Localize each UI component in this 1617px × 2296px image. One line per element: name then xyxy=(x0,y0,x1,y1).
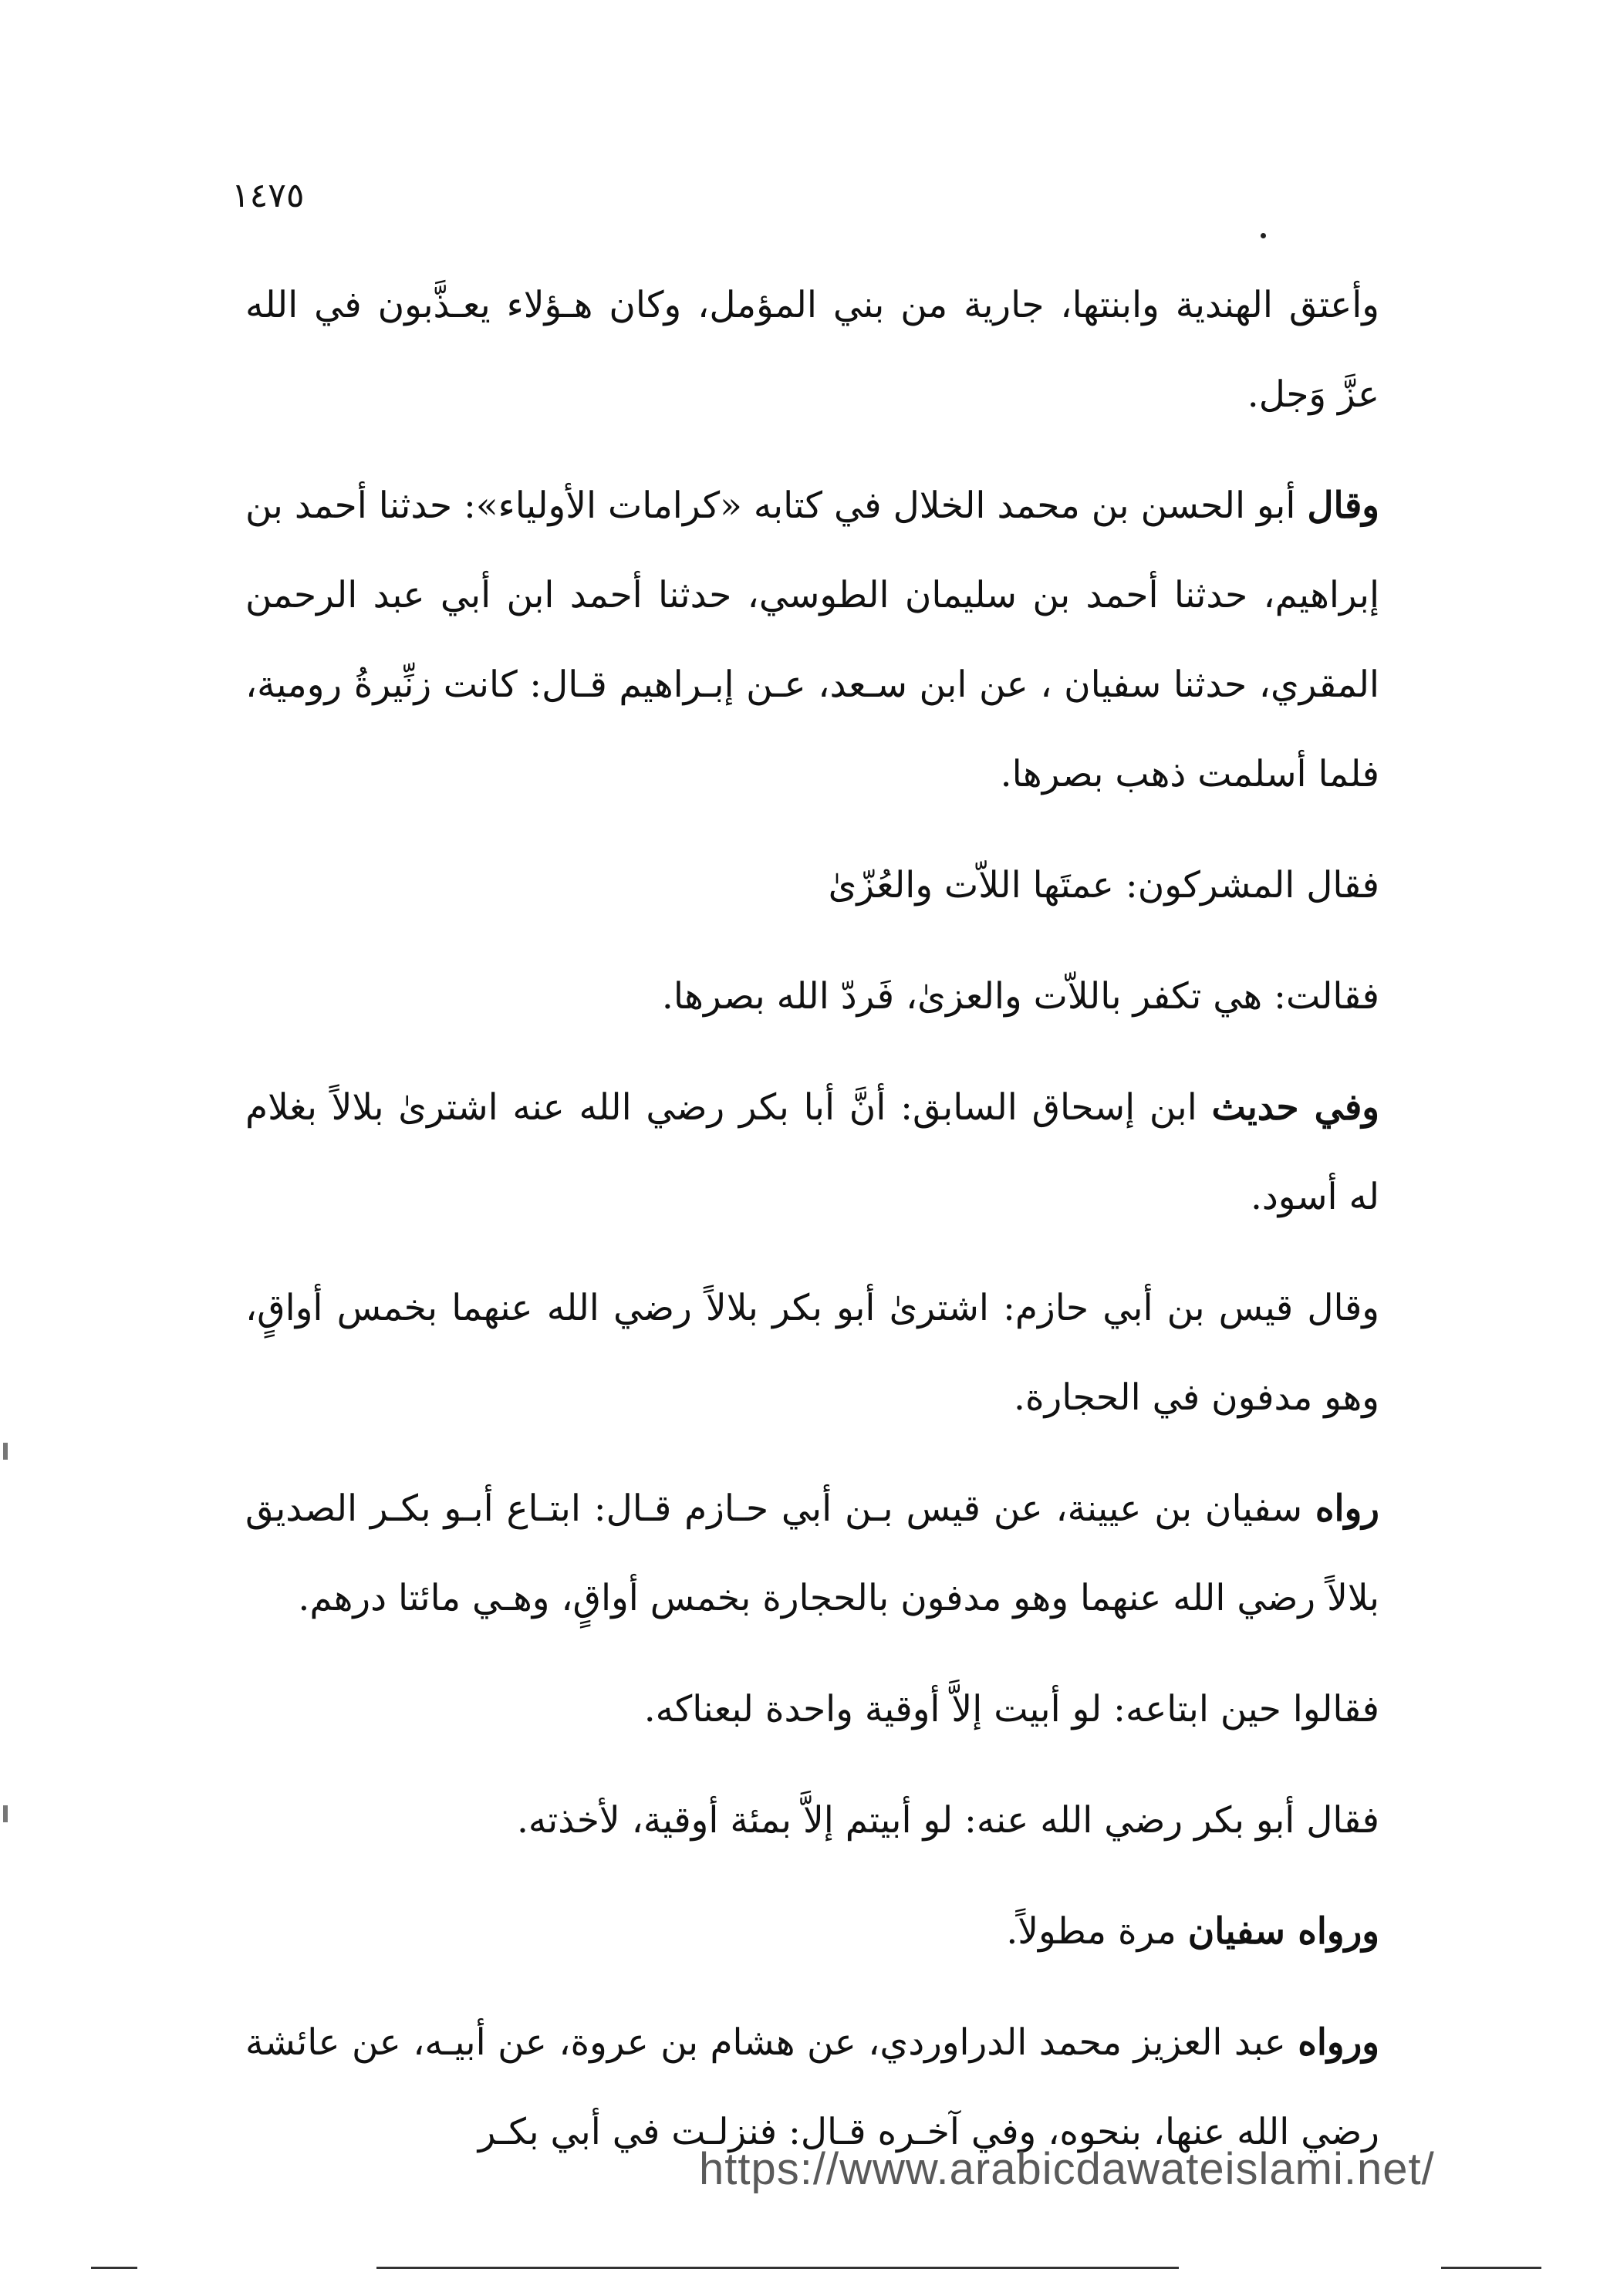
paragraph-text: وأعتق الهندية وابنتها، جارية من بني المؤمل، وكان هـؤلاء يعـذَّبون في الله عزَّ وَجل. xyxy=(245,284,1379,416)
paragraph xyxy=(245,1665,1453,1754)
paragraph xyxy=(245,1264,1453,1443)
paragraph-text: سفيان بن عيينة، عن قيس بـن أبي حـازم قـال: ابتـاع أبـو بكـر الصديق بلالاً رضي الله عنهما وهو مدفون بالحجارة بخمس أواقٍ، وهـي مائتا درهم. xyxy=(245,1487,1379,1619)
paragraph-lead: وفي حديث xyxy=(1211,1086,1379,1129)
paragraph-text: عبد العزيز محمد الدراوردي، عن هشام بن عروة، عن أبيـه، عن عائشة رضي الله عنها، بنحوه، وفي آخـره قـال: فنزلـت في أبي بكـر xyxy=(245,2021,1379,2153)
paragraph xyxy=(245,1464,1453,1643)
scan-edge-mark xyxy=(3,1443,8,1460)
footer-rule xyxy=(376,2267,1179,2269)
footer-rule xyxy=(1441,2267,1541,2269)
paragraph-text: فقالت: هي تكفر باللاّت والعزىٰ، فَردّ الله بصرها. xyxy=(661,975,1379,1018)
paragraph-text: فقال أبو بكر رضي الله عنه: لو أبيتم إلاَّ بمئة أوقية، لأخذته. xyxy=(516,1799,1379,1842)
paragraph-lead: ورواه xyxy=(1298,2021,1379,2064)
scan-edge-mark xyxy=(3,1805,8,1822)
page-number: ١٤٧٥ xyxy=(231,176,305,215)
paragraph-text: فقالوا حين ابتاعه: لو أبيت إلاَّ أوقية واحدة لبعناكه. xyxy=(643,1688,1379,1730)
paragraph-text: مرة مطولاً. xyxy=(1006,1910,1188,1953)
paragraph xyxy=(245,461,1453,819)
paragraph xyxy=(245,1887,1453,1977)
watermark-url: https://www.arabicdawateislami.net/ xyxy=(699,2144,1435,2194)
paragraph xyxy=(245,261,1453,440)
paragraph-lead: وقال xyxy=(1307,485,1379,527)
paragraph xyxy=(245,952,1453,1042)
paragraph-text: أبو الحسن بن محمد الخلال في كتابه «كرامات الأولياء»: حدثنا أحمد بن إبراهيم، حدثنا أحمد بن سليمان الطوسي، حدثنا أحمد ابن أبي عبد الرحمن المقري، حدثنا سفيان ، عن ابن سـعد، عـن إبـراهيم قـال: كانت زنِّيرةُ رومية، فلما أسلمت ذهب بصرها. xyxy=(245,485,1379,795)
paragraph-text: وقال قيس بن أبي حازم: اشترىٰ أبو بكر بلالاً رضي الله عنهما بخمس أواقٍ، وهو مدفون في الحجارة. xyxy=(245,1287,1379,1419)
paragraph-text: ابن إسحاق السابق: أنَّ أبا بكر رضي الله عنه اشترىٰ بلالاً بغلام له أسود. xyxy=(245,1086,1379,1218)
paragraph-lead: رواه xyxy=(1315,1487,1379,1530)
paragraph xyxy=(245,1063,1453,1242)
ink-dot xyxy=(1261,233,1266,238)
paragraph xyxy=(245,841,1453,930)
paragraph-lead: ورواه سفيان xyxy=(1187,1910,1379,1953)
paragraph xyxy=(245,1776,1453,1866)
paragraph-text: فقال المشركون: عمتَها اللاّت والعُزّىٰ xyxy=(828,864,1379,907)
text-body xyxy=(245,261,1453,2199)
footer-rule xyxy=(91,2267,137,2269)
